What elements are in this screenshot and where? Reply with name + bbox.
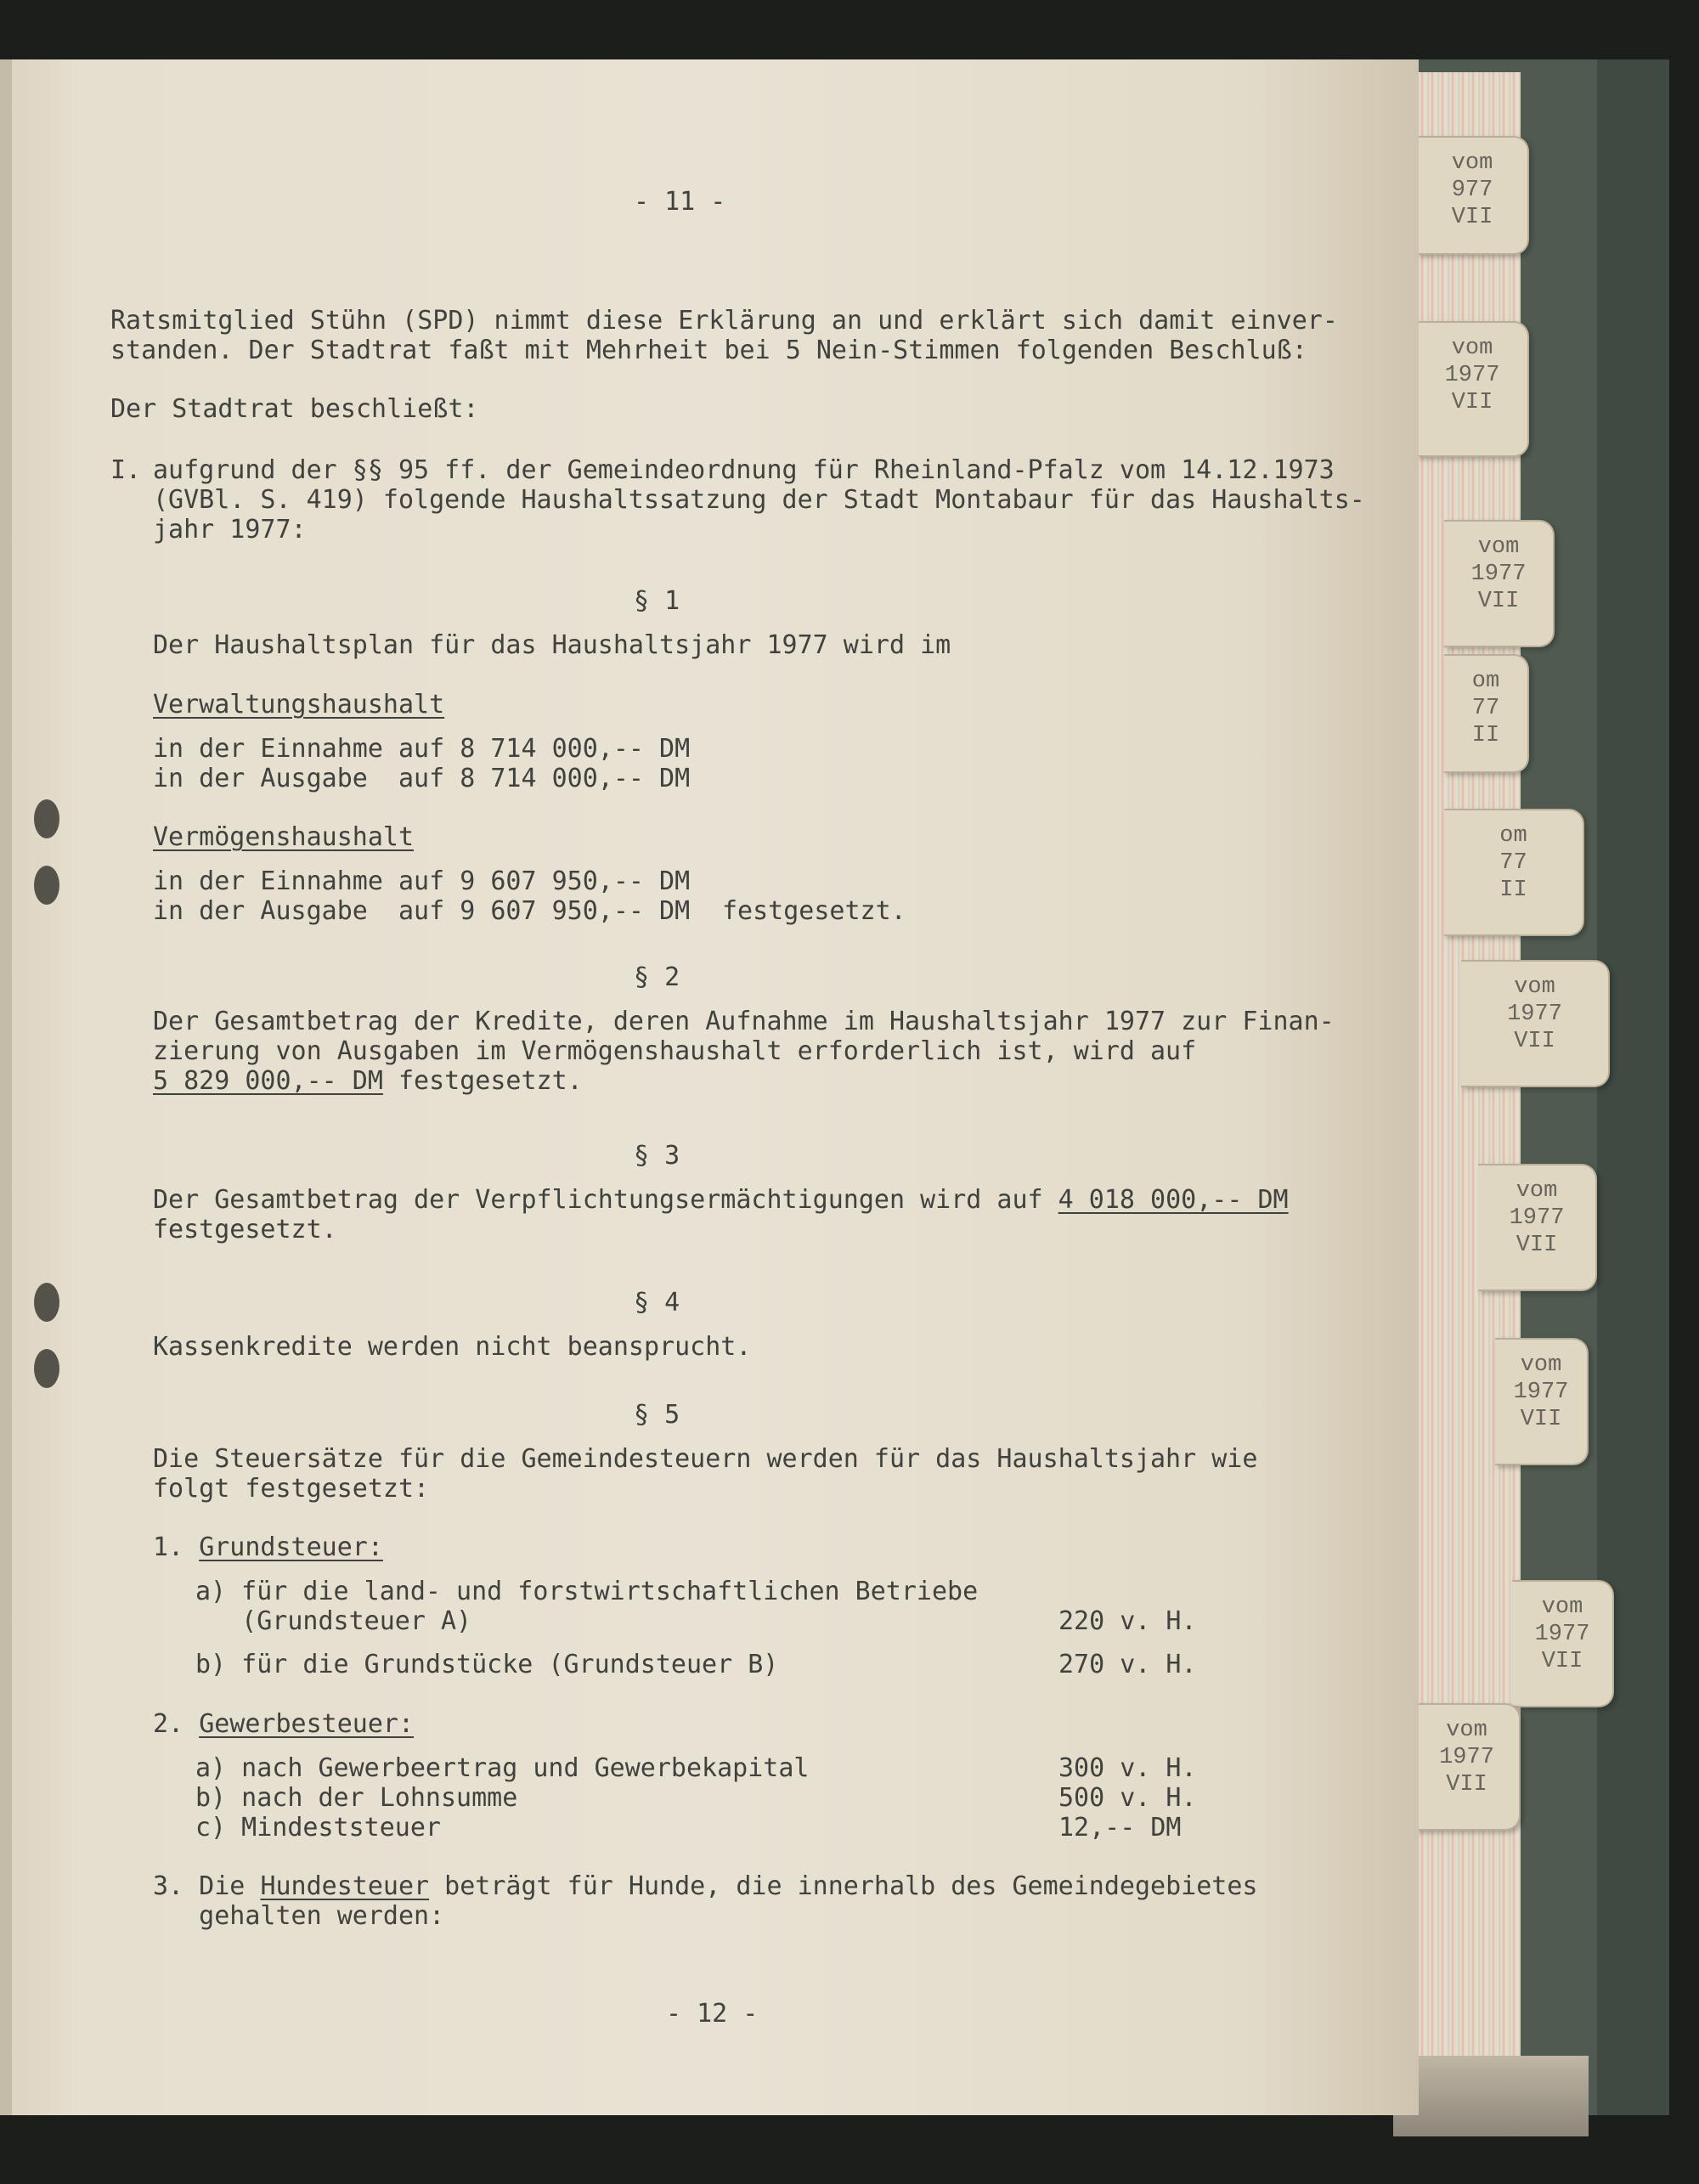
tax-rate: 220 v. H.: [1058, 1606, 1197, 1636]
binder-spine: [1597, 59, 1669, 2115]
tab-label: vom: [1541, 1594, 1583, 1620]
tax-item-heading: [153, 1871, 1257, 1902]
tab-label: 1977: [1439, 1745, 1494, 1770]
tax-line: c) Mindeststeuer: [195, 1813, 441, 1843]
tab-label: VII: [1541, 1649, 1583, 1674]
tax-line: gehalten werden:: [153, 1901, 445, 1931]
tax-line: b) für die Grundstücke (Grundsteuer B): [195, 1650, 779, 1679]
index-tab[interactable]: [1512, 1580, 1614, 1707]
punch-hole: [34, 799, 59, 838]
fixed-text: festgesetzt.: [382, 1066, 583, 1096]
section-heading: § 2: [634, 962, 680, 992]
section-text: festgesetzt.: [153, 1215, 337, 1244]
tab-label: vom: [1520, 1352, 1562, 1378]
index-tab[interactable]: [1495, 1338, 1589, 1465]
document-page: [12, 59, 1419, 2115]
section-text: Der Haushaltsplan für das Haushaltsjahr 1977 wird im: [153, 630, 951, 660]
tax-item-text: beträgt für Hunde, die innerhalb des Gemeindegebietes: [429, 1871, 1258, 1901]
tab-label: VII: [1520, 1407, 1562, 1432]
section-text: zierung von Ausgaben im Vermögenshaushalt erforderlich ist, wird auf: [153, 1036, 1197, 1066]
section-heading: § 4: [634, 1288, 680, 1318]
section-text: Kassenkredite werden nicht beansprucht.: [153, 1332, 752, 1362]
index-tab[interactable]: [1478, 1164, 1597, 1291]
tab-label: vom: [1514, 974, 1555, 1000]
tab-label: VII: [1514, 1029, 1555, 1054]
tab-label: II: [1471, 723, 1500, 748]
section-heading: § 1: [634, 586, 680, 616]
tab-label: 1977: [1534, 1622, 1590, 1647]
item-marker: I.: [110, 455, 142, 485]
budget-fixed-text: festgesetzt.: [722, 896, 906, 926]
tax-item-heading: [153, 1532, 383, 1563]
tab-label: 1977: [1509, 1205, 1565, 1231]
intro-line: standen. Der Stadtrat faßt mit Mehrheit bei 5 Nein-Stimmen folgenden Beschluß:: [110, 336, 1307, 365]
index-tab[interactable]: [1444, 520, 1555, 647]
section-heading: § 3: [634, 1141, 680, 1171]
budget-line: in der Ausgabe auf 8 714 000,-- DM: [153, 764, 691, 793]
tax-item-title: Grundsteuer:: [199, 1532, 383, 1562]
section-text: Der Gesamtbetrag der Kredite, deren Aufnahme im Haushaltsjahr 1977 zur Finan-: [153, 1007, 1335, 1036]
tab-label: vom: [1477, 534, 1520, 560]
index-tab[interactable]: [1417, 136, 1529, 255]
tab-label: vom: [1451, 150, 1493, 176]
tab-label: VII: [1446, 1772, 1487, 1797]
index-tab[interactable]: [1444, 809, 1584, 936]
commitment-text: Der Gesamtbetrag der Verpflichtungsermächtigungen wird auf: [153, 1185, 1058, 1215]
tab-label: vom: [1451, 336, 1493, 361]
tax-rate: 500 v. H.: [1058, 1783, 1197, 1813]
budget-line: in der Ausgabe auf 9 607 950,-- DM: [153, 896, 691, 926]
tax-line: a) nach Gewerbeertrag und Gewerbekapital: [195, 1753, 810, 1783]
resolution-heading: Der Stadtrat beschließt:: [110, 394, 479, 424]
index-tab[interactable]: [1461, 960, 1610, 1087]
subheading-admin-budget: Verwaltungshaushalt: [153, 690, 445, 720]
tax-item-title: Hundesteuer: [260, 1871, 430, 1901]
tax-item-marker: 2.: [153, 1709, 200, 1739]
tab-label: 77: [1471, 696, 1500, 721]
tax-rate: 12,-- DM: [1058, 1813, 1182, 1843]
tax-item-heading: [153, 1709, 414, 1740]
item-text: (GVBl. S. 419) folgende Haushaltssatzung der Stadt Montabaur für das Haushalts-: [153, 485, 1365, 515]
tab-label: 1977: [1470, 562, 1527, 587]
tab-label: VII: [1451, 390, 1493, 415]
section-text: [153, 1185, 1289, 1216]
tax-line: (Grundsteuer A): [195, 1606, 472, 1636]
tab-label: II: [1499, 878, 1527, 903]
footer-page-number: - 12 -: [666, 1999, 759, 2029]
tax-line: b) nach der Lohnsumme: [195, 1783, 518, 1813]
section-text: folgt festgesetzt:: [153, 1474, 430, 1504]
tab-label: 1977: [1513, 1380, 1569, 1405]
intro-line: Ratsmitglied Stühn (SPD) nimmt diese Erklärung an und erklärt sich damit einver-: [110, 306, 1338, 336]
tax-item-marker: 3. Die: [153, 1871, 261, 1901]
punch-hole: [34, 1349, 59, 1388]
budget-line: in der Einnahme auf 8 714 000,-- DM: [153, 734, 691, 764]
tab-label: VII: [1451, 205, 1493, 230]
tab-label: 977: [1451, 178, 1493, 203]
tab-label: 77: [1499, 850, 1527, 876]
credit-amount: 5 829 000,-- DM: [153, 1066, 383, 1096]
item-text: aufgrund der §§ 95 ff. der Gemeindeordnung für Rheinland-Pfalz vom 14.12.1973: [153, 455, 1335, 485]
section-text: Die Steuersätze für die Gemeindesteuern werden für das Haushaltsjahr wie: [153, 1444, 1258, 1474]
page-stack-bottom: [1393, 2056, 1589, 2136]
tax-rate: 270 v. H.: [1058, 1650, 1197, 1679]
subheading-asset-budget: Vermögenshaushalt: [153, 822, 415, 852]
index-tab[interactable]: [1414, 1703, 1521, 1831]
tab-label: VII: [1516, 1233, 1558, 1258]
tax-item-title: Gewerbesteuer:: [199, 1709, 415, 1739]
tab-label: om: [1499, 823, 1527, 849]
tab-label: vom: [1516, 1178, 1558, 1204]
tab-label: VII: [1477, 589, 1520, 614]
tax-rate: 300 v. H.: [1058, 1753, 1197, 1783]
section-heading: § 5: [634, 1400, 680, 1430]
header-page-number: - 11 -: [634, 187, 726, 217]
tab-label: 1977: [1444, 363, 1500, 388]
tax-line: a) für die land- und forstwirtschaftlichen Betriebe: [195, 1577, 979, 1606]
tab-label: vom: [1446, 1718, 1487, 1743]
item-text: jahr 1977:: [153, 515, 307, 545]
punch-hole: [34, 866, 59, 905]
tab-label: om: [1471, 669, 1500, 694]
tab-label: 1977: [1507, 1002, 1562, 1027]
budget-line: in der Einnahme auf 9 607 950,-- DM: [153, 866, 691, 896]
punch-hole: [34, 1283, 59, 1322]
index-tab[interactable]: [1417, 321, 1529, 457]
section-text: [153, 1066, 583, 1097]
commitment-amount: 4 018 000,-- DM: [1058, 1185, 1289, 1215]
tax-item-marker: 1.: [153, 1532, 200, 1562]
index-tab[interactable]: [1444, 654, 1529, 773]
